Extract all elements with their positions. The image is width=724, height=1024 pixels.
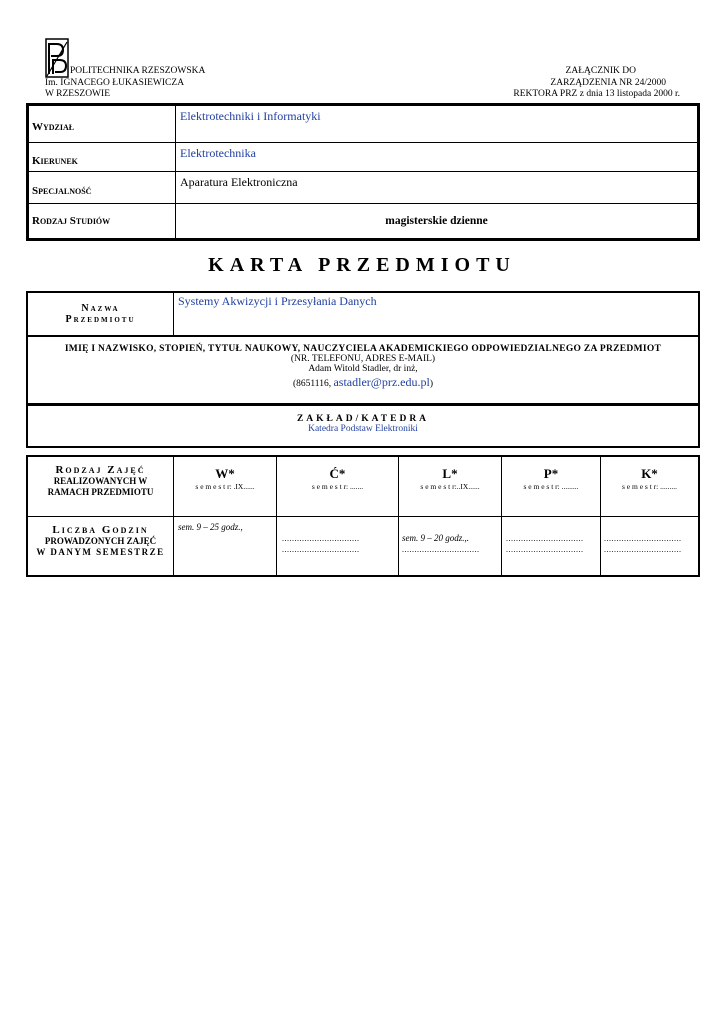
class-col-conversation (601, 466, 698, 491)
responsible-heading: IMIĘ I NAZWISKO, STOPIEŃ, TYTUŁ NAUKOWY, NAUCZYCIELA AKADEMICKIEGO ODPOWIEDZIALNEGO ZA PRZEDMIOT (64, 344, 662, 354)
hours-exercises-line-2: ............................... (282, 545, 360, 554)
department-value: Katedra Podstaw Elektroniki (308, 424, 418, 434)
specialty-value: Aparatura Elektroniczna (176, 172, 698, 204)
annex-line-2: ZARZĄDZENIA NR 24/2000 (550, 77, 666, 88)
hours-lab-line-2: ............................... (402, 545, 480, 554)
specialty-label: Specjalność (29, 172, 176, 204)
hours-conversation-line-1: ............................... (604, 534, 682, 543)
university-patron: Im. IGNACEGO ŁUKASIEWICZA (45, 77, 185, 88)
annex-header (513, 66, 680, 101)
university-header (45, 66, 205, 101)
hours-lecture: sem. 9 – 25 godz., (178, 522, 243, 532)
study-type-label: Rodzaj Studiów (29, 204, 176, 239)
class-code-lab: L* (442, 466, 458, 481)
hours-label-c: W DANYM SEMESTRZE (36, 547, 165, 557)
class-type-label (28, 465, 173, 498)
responsible-email[interactable]: astadler@prz.edu.pl (333, 375, 430, 389)
class-semester-exercises: s e m e s t r: ....... (311, 482, 364, 491)
department-box (26, 404, 700, 448)
class-type-label-a: Rodzaj Zajęć (55, 464, 146, 476)
annex-line-1: ZAŁĄCZNIK DO (565, 66, 636, 76)
responsible-phone: (8651116, (293, 379, 334, 389)
class-col-lab (399, 466, 501, 491)
field-label: Kierunek (29, 142, 176, 172)
class-code-exercises: Ć* (329, 466, 346, 481)
study-type-value: magisterskie dzienne (176, 204, 698, 239)
responsible-box (26, 335, 700, 405)
class-semester-project: s e m e s t r: ......... (523, 482, 579, 491)
subject-name-label-cell (28, 293, 174, 335)
hours-label-a: Liczba Godzin (52, 524, 149, 536)
field-value: Elektrotechnika (176, 142, 698, 172)
annex-line-3: REKTORA PRZ z dnia 13 listopada 2000 r. (513, 89, 680, 99)
faculty-value: Elektrotechniki i Informatyki (176, 106, 698, 143)
page-title: KARTA PRZEDMIOTU (208, 254, 516, 276)
university-city: W RZESZOWIE (45, 89, 110, 99)
class-semester-lab: s e m e s t r:..IX...... (420, 482, 480, 491)
hours-project-line-2: ............................... (506, 545, 584, 554)
class-semester-lecture: s e m e s t r: .IX...... (195, 482, 255, 491)
faculty-label: Wydział (29, 106, 176, 143)
subject-name-label-1: Nazwa (81, 303, 120, 314)
responsible-close: ) (429, 379, 433, 389)
hours-exercises-line-1: ............................... (282, 534, 360, 543)
study-info-box (26, 103, 700, 241)
class-code-lecture: W* (215, 466, 235, 481)
subject-name-value: Systemy Akwizycji i Przesyłania Danych (178, 294, 377, 308)
class-col-lecture (174, 466, 276, 491)
department-heading: ZAKŁAD/KATEDRA (296, 414, 430, 424)
responsible-contact (28, 375, 698, 390)
subject-name-label-2: Przedmiotu (65, 314, 136, 325)
class-code-conversation: K* (641, 466, 658, 481)
responsible-name: Adam Witold Stadler, dr inż, (308, 364, 418, 374)
university-name: POLITECHNIKA RZESZOWSKA (70, 66, 206, 76)
subject-name-box (26, 291, 700, 337)
class-col-project (502, 466, 600, 491)
classes-box (26, 455, 700, 577)
class-semester-conversation: s e m e s t r: ......... (622, 482, 677, 491)
hours-label (28, 525, 173, 558)
class-type-label-b: REALIZOWANYCH W (53, 476, 148, 486)
hours-label-b: PROWADZONYCH ZAJĘĆ (44, 536, 157, 546)
class-col-exercises (277, 466, 398, 491)
hours-project-line-1: ............................... (506, 534, 584, 543)
class-type-label-c: RAMACH PRZEDMIOTU (47, 487, 154, 497)
hours-lab: sem. 9 – 20 godz.,. (402, 533, 469, 543)
hours-conversation-line-2: ............................... (604, 545, 682, 554)
responsible-contact-heading: (NR. TELEFONU, ADRES E-MAIL) (290, 354, 436, 364)
class-code-project: P* (543, 466, 559, 481)
